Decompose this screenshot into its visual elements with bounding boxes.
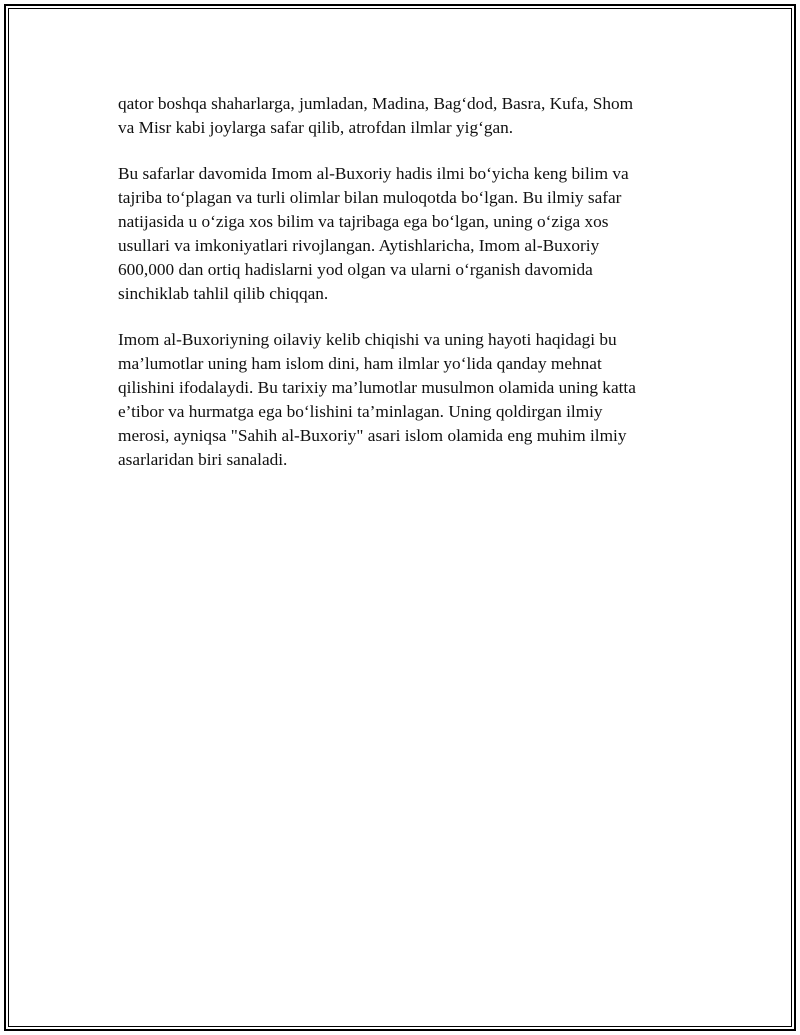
- text-line: qator boshqa shaharlarga, jumladan, Madina, Bag‘dod, Basra, Kufa, Shom: [118, 94, 634, 113]
- text-line: sinchiklab tahlil qilib chiqqan.: [118, 284, 329, 303]
- paragraph-1: [118, 92, 688, 140]
- text-line: ma’lumotlar uning ham islom dini, ham ilmlar yo‘lida qanday mehnat: [118, 354, 602, 373]
- text-line: tajriba to‘plagan va turli olimlar bilan muloqotda bo‘lgan. Bu ilmiy safar: [118, 188, 622, 207]
- text-line: natijasida u o‘ziga xos bilim va tajribaga ega bo‘lgan, uning o‘ziga xos: [118, 212, 609, 231]
- document-body: [118, 92, 688, 494]
- paragraph-2: [118, 162, 688, 306]
- text-line: Imom al-Buxoriyning oilaviy kelib chiqishi va uning hayoti haqidagi bu: [118, 330, 617, 349]
- text-line: asarlaridan biri sanaladi.: [118, 450, 288, 469]
- text-line: qilishini ifodalaydi. Bu tarixiy ma’lumotlar musulmon olamida uning katta: [118, 378, 636, 397]
- text-line: merosi, ayniqsa "Sahih al-Buxoriy" asari islom olamida eng muhim ilmiy: [118, 426, 627, 445]
- text-line: usullari va imkoniyatlari rivojlangan. Aytishlaricha, Imom al-Buxoriy: [118, 236, 600, 255]
- text-line: e’tibor va hurmatga ega bo‘lishini ta’minlagan. Uning qoldirgan ilmiy: [118, 402, 603, 421]
- text-line: 600,000 dan ortiq hadislarni yod olgan va ularni o‘rganish davomida: [118, 260, 593, 279]
- text-line: Bu safarlar davomida Imom al-Buxoriy hadis ilmi bo‘yicha keng bilim va: [118, 164, 629, 183]
- text-line: va Misr kabi joylarga safar qilib, atrofdan ilmlar yig‘gan.: [118, 118, 514, 137]
- paragraph-3: [118, 328, 688, 472]
